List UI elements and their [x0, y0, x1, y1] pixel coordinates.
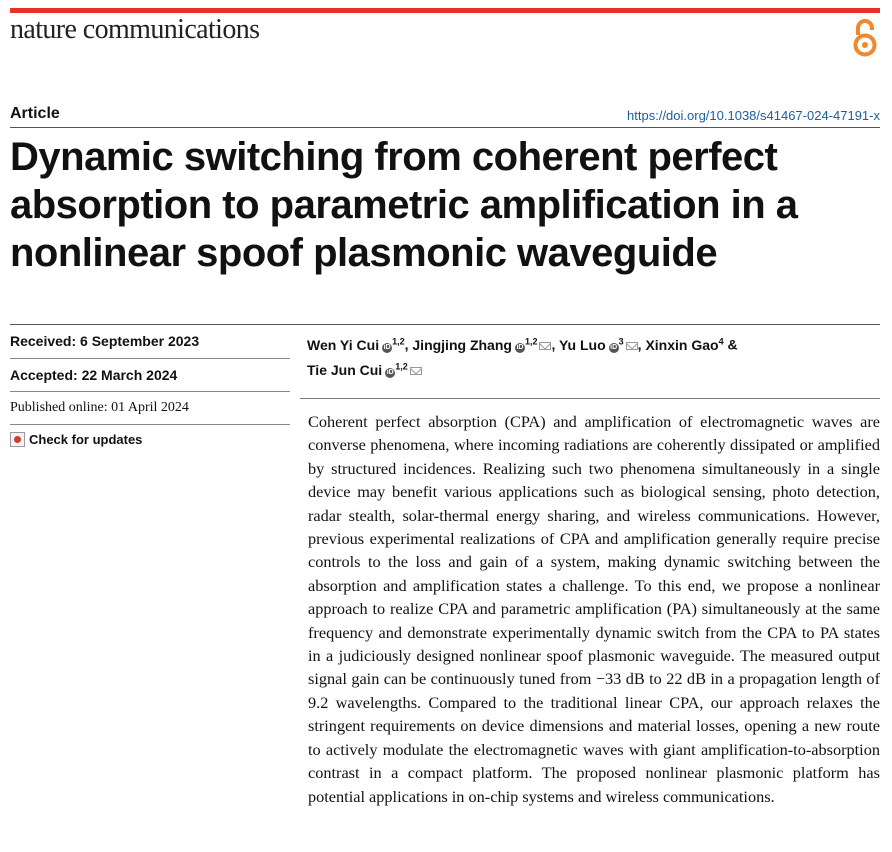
- divider: [10, 358, 290, 359]
- divider: [300, 398, 880, 399]
- orcid-icon[interactable]: iD: [383, 343, 391, 351]
- author[interactable]: Xinxin Gao$^4$: [645, 336, 724, 353]
- author[interactable]: Yu Luo $iD^3$: [559, 337, 638, 353]
- accepted-date: Accepted: 22 March 2024: [10, 367, 178, 383]
- divider: [10, 424, 290, 425]
- author[interactable]: Jingjing Zhang iD$^{1,2}$: [412, 337, 551, 353]
- orcid-icon[interactable]: iD: [516, 343, 524, 351]
- author[interactable]: Wen Yi Cui iD$^{1,2}$: [307, 336, 405, 353]
- abstract: Coherent perfect absorption (CPA) and amplification of electromagnetic waves are converse phenomena, where incoming radiations are coherently dissipated or amplified by structured incidences. Realizing such two phenomena simultaneously in a single device may benefit various applications such as biological sensing, photo detection, radar stealth, solar-thermal energy sharing, and wireless communications. However, previous experimental realizations of CPA and amplification generally require precise controls to the loss and gain of a system, making dynamic switching between the absorption and amplification states a challenge. To this end, we propose a nonlinear approach to realize CPA and parametric amplification (PA) simultaneously at the same frequency and demonstrate experimentally dynamic switch from the CPA to PA states in a judiciously designed nonlinear spoof plasmonic waveguide. The measured output signal gain can be continuously tuned from −33 dB to 22 dB in a propagation length of 9.2 wavelengths. Compared to the traditional linear CPA, our approach relaxes the stringent requirements on device dimensions and material losses, opening a new route to actively modulate the electromagnetic waves with giant amplification-to-absorption contrast in a compact platform. The proposed nonlinear plasmonic platform has potential applications in on-chip systems and wireless communications.: [308, 412, 880, 806]
- email-icon[interactable]: [626, 342, 638, 350]
- published-date: Published online: 01 April 2024: [10, 400, 189, 415]
- open-access-icon: [850, 18, 880, 58]
- divider: [10, 127, 880, 128]
- check-for-updates-button[interactable]: [10, 432, 290, 447]
- divider: [10, 391, 290, 392]
- article-type: Article: [10, 105, 60, 122]
- author-list: Wen Yi Cui iD$^{1,2}$, Jingjing Zhang iD$^{1,2}$ , Yu Luo $iD^3$ , Xinxin Gao$^4$ & Tie Jun Cui iD$^{1,2}$: [307, 336, 738, 379]
- email-icon[interactable]: [539, 342, 551, 350]
- author[interactable]: Tie Jun Cui iD$^{1,2}$: [307, 362, 422, 378]
- orcid-icon[interactable]: iD: [386, 369, 394, 377]
- doi-link[interactable]: https://doi.org/10.1038/s41467-024-47191-x: [627, 108, 880, 123]
- journal-name: nature communications: [10, 14, 260, 45]
- divider: [10, 324, 880, 325]
- email-icon[interactable]: [410, 367, 422, 375]
- check-updates-icon: [10, 432, 25, 447]
- orcid-icon[interactable]: iD: [610, 343, 618, 351]
- article-title: Dynamic switching from coherent perfect absorption to parametric amplification in a nonlinear spoof plasmonic waveguide: [10, 135, 798, 275]
- check-updates-label: Check for updates: [29, 432, 143, 447]
- received-date: Received: 6 September 2023: [10, 333, 200, 349]
- brand-bar: [10, 8, 880, 13]
